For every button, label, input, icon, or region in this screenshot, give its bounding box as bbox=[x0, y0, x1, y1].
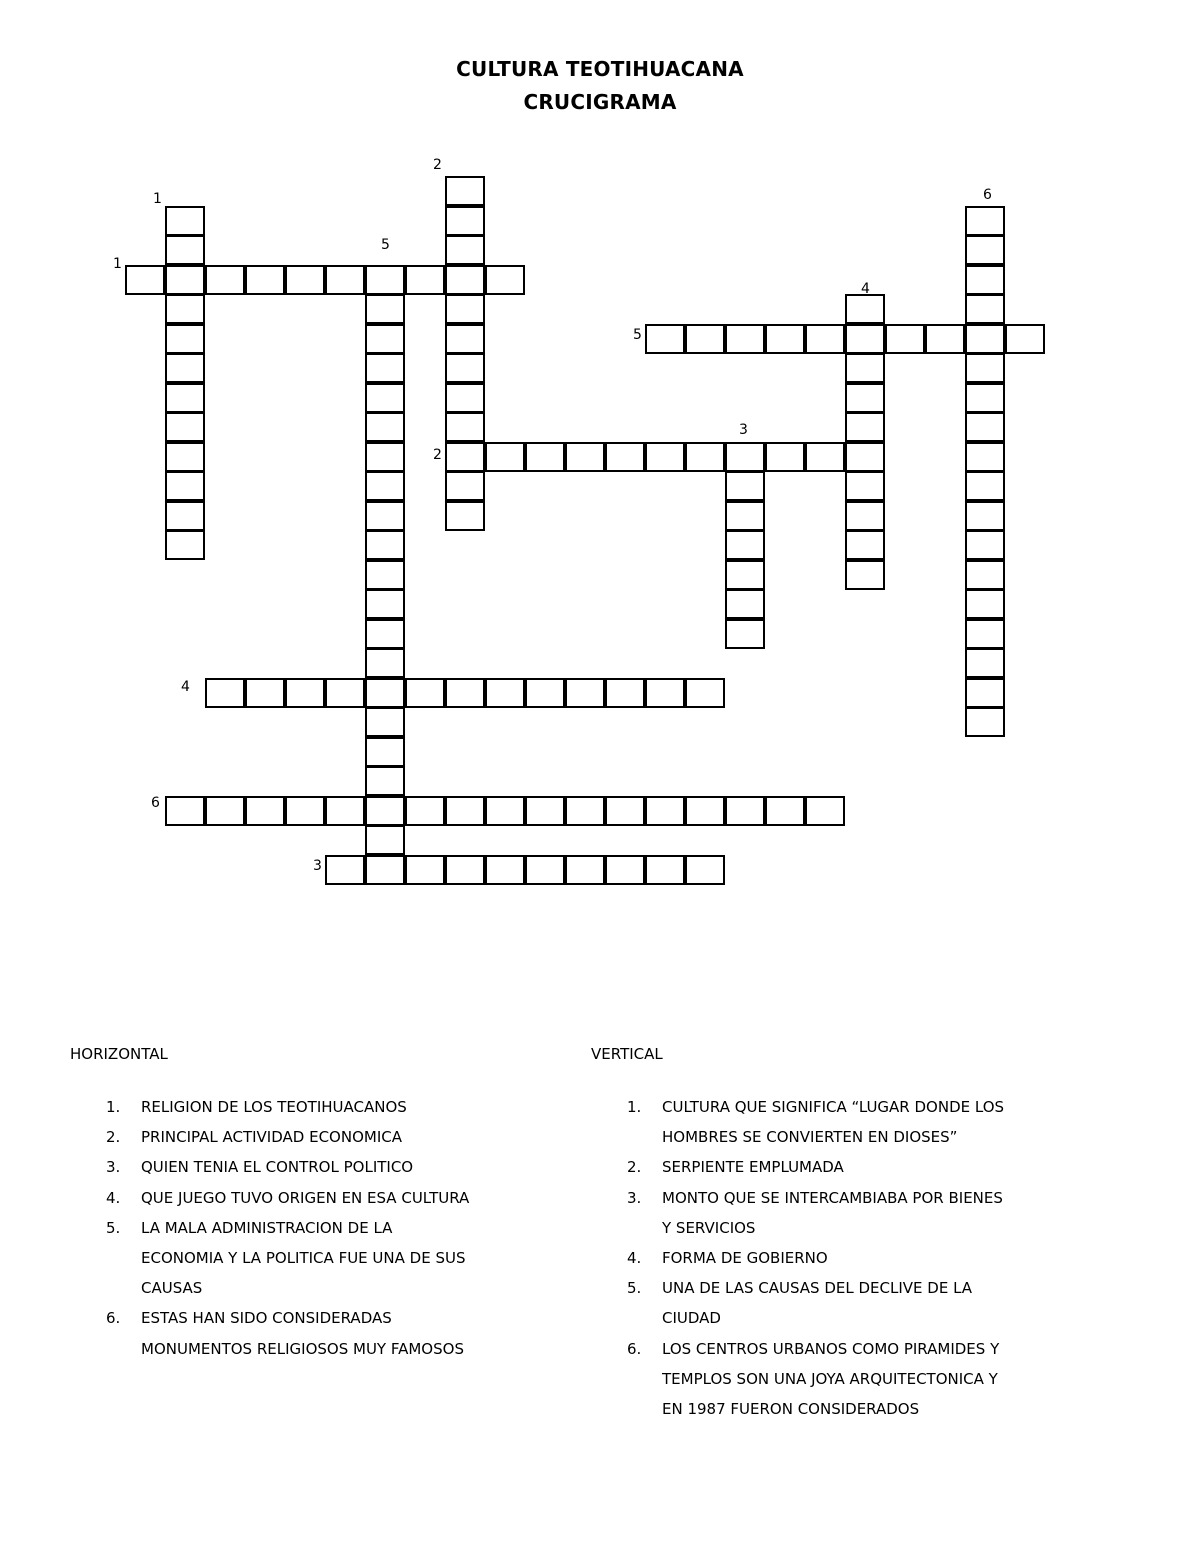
horizontal-clue-item bbox=[70, 1122, 550, 1152]
crossword-cell[interactable] bbox=[365, 766, 405, 796]
crossword-cell[interactable] bbox=[405, 678, 445, 708]
crossword-cell[interactable] bbox=[365, 294, 405, 324]
crossword-cell[interactable] bbox=[285, 265, 325, 295]
crossword-cell[interactable] bbox=[445, 855, 485, 885]
crossword-cell[interactable] bbox=[845, 471, 885, 501]
crossword-cell[interactable] bbox=[445, 678, 485, 708]
horizontal-heading: HORIZONTAL bbox=[70, 1045, 168, 1063]
crossword-cell[interactable] bbox=[605, 855, 645, 885]
horizontal-clue-item bbox=[70, 1152, 550, 1182]
horizontal-clue-number: 5 bbox=[633, 326, 642, 343]
crossword-cell[interactable] bbox=[325, 855, 365, 885]
crossword-cell[interactable] bbox=[965, 294, 1005, 324]
crossword-cell[interactable] bbox=[365, 796, 405, 826]
crossword-cell[interactable] bbox=[165, 294, 205, 324]
crossword-cell[interactable] bbox=[365, 324, 405, 354]
crossword-cell[interactable] bbox=[165, 206, 205, 236]
crossword-cell[interactable] bbox=[365, 678, 405, 708]
clue-text-line: CAUSAS bbox=[141, 1279, 203, 1298]
crossword-cell[interactable] bbox=[365, 560, 405, 590]
clue-text-line: PRINCIPAL ACTIVIDAD ECONOMICA bbox=[141, 1128, 402, 1147]
crossword-cell[interactable] bbox=[645, 442, 685, 472]
crossword-cell[interactable] bbox=[445, 353, 485, 383]
crossword-cell[interactable] bbox=[845, 560, 885, 590]
crossword-cell[interactable] bbox=[965, 353, 1005, 383]
crossword-cell[interactable] bbox=[725, 619, 765, 649]
crossword-cell[interactable] bbox=[445, 265, 485, 295]
crossword-cell[interactable] bbox=[845, 442, 885, 472]
crossword-cell[interactable] bbox=[445, 294, 485, 324]
vertical-clue-item bbox=[591, 1243, 1091, 1273]
crossword-cell[interactable] bbox=[445, 471, 485, 501]
crossword-cell[interactable] bbox=[845, 530, 885, 560]
clue-text-line: TEMPLOS SON UNA JOYA ARQUITECTONICA Y bbox=[662, 1369, 998, 1388]
crossword-cell[interactable] bbox=[525, 442, 565, 472]
crossword-cell[interactable] bbox=[885, 324, 925, 354]
vertical-clue-number: 5 bbox=[381, 236, 390, 253]
vertical-heading: VERTICAL bbox=[591, 1045, 663, 1063]
clue-number: 1. bbox=[106, 1098, 121, 1116]
crossword-cell[interactable] bbox=[965, 589, 1005, 619]
crossword-cell[interactable] bbox=[365, 825, 405, 855]
page-subtitle: CRUCIGRAMA bbox=[523, 90, 677, 114]
clue-text-line: QUIEN TENIA EL CONTROL POLITICO bbox=[141, 1158, 414, 1177]
clue-text-line: MONUMENTOS RELIGIOSOS MUY FAMOSOS bbox=[141, 1339, 464, 1358]
crossword-cell[interactable] bbox=[365, 353, 405, 383]
page-title: CULTURA TEOTIHUACANA bbox=[456, 57, 744, 81]
clue-text-line: UNA DE LAS CAUSAS DEL DECLIVE DE LA bbox=[662, 1279, 973, 1298]
clue-number: 2. bbox=[627, 1158, 642, 1177]
vertical-clue-number: 3 bbox=[739, 421, 748, 438]
crossword-cell[interactable] bbox=[845, 383, 885, 413]
crossword-cell[interactable] bbox=[405, 265, 445, 295]
crossword-cell[interactable] bbox=[445, 206, 485, 236]
crossword-cell[interactable] bbox=[645, 855, 685, 885]
horizontal-clue-number: 1 bbox=[113, 255, 122, 272]
crossword-cell[interactable] bbox=[925, 324, 965, 354]
crossword-cell[interactable] bbox=[725, 471, 765, 501]
crossword-cell[interactable] bbox=[365, 383, 405, 413]
crossword-cell[interactable] bbox=[805, 442, 845, 472]
crossword-cell[interactable] bbox=[805, 324, 845, 354]
crossword-cell[interactable] bbox=[845, 501, 885, 531]
horizontal-clue-item bbox=[70, 1213, 550, 1304]
crossword-cell[interactable] bbox=[365, 265, 405, 295]
clue-text-line: LOS CENTROS URBANOS COMO PIRAMIDES Y bbox=[662, 1339, 1000, 1358]
crossword-cell[interactable] bbox=[365, 589, 405, 619]
clue-number: 2. bbox=[106, 1128, 121, 1147]
crossword-cell[interactable] bbox=[645, 324, 685, 354]
crossword-cell[interactable] bbox=[965, 530, 1005, 560]
crossword-cell[interactable] bbox=[285, 678, 325, 708]
clue-text-line: ECONOMIA Y LA POLITICA FUE UNA DE SUS bbox=[141, 1249, 466, 1268]
clue-number: 6. bbox=[106, 1309, 121, 1328]
crossword-cell[interactable] bbox=[525, 855, 565, 885]
clue-number: 1. bbox=[627, 1098, 642, 1116]
horizontal-clue-number: 3 bbox=[313, 857, 322, 874]
crossword-cell[interactable] bbox=[165, 265, 205, 295]
vertical-clue-number: 2 bbox=[433, 157, 442, 173]
crossword-cell[interactable] bbox=[725, 589, 765, 619]
vertical-clue-item bbox=[591, 1273, 1091, 1333]
crossword-cell[interactable] bbox=[805, 796, 845, 826]
crossword-cell[interactable] bbox=[965, 412, 1005, 442]
clue-text-line: RELIGION DE LOS TEOTIHUACANOS bbox=[141, 1098, 407, 1116]
crossword-cell[interactable] bbox=[365, 855, 405, 885]
vertical-clue-item bbox=[591, 1183, 1091, 1243]
crossword-cell[interactable] bbox=[325, 265, 365, 295]
crossword-cell[interactable] bbox=[845, 353, 885, 383]
crossword-cell[interactable] bbox=[125, 265, 165, 295]
clue-number: 5. bbox=[106, 1218, 121, 1237]
crossword-cell[interactable] bbox=[165, 530, 205, 560]
crossword-cell[interactable] bbox=[365, 707, 405, 737]
crossword-cell[interactable] bbox=[645, 796, 685, 826]
crossword-cell[interactable] bbox=[485, 678, 525, 708]
horizontal-clue-number: 4 bbox=[181, 678, 190, 695]
clue-number: 6. bbox=[627, 1339, 642, 1358]
horizontal-clue-number: 6 bbox=[151, 794, 160, 811]
crossword-cell[interactable] bbox=[645, 678, 685, 708]
clue-number: 3. bbox=[106, 1158, 121, 1177]
crossword-cell[interactable] bbox=[965, 707, 1005, 737]
clue-text-line: FORMA DE GOBIERNO bbox=[662, 1249, 828, 1268]
crossword-cell[interactable] bbox=[165, 471, 205, 501]
crossword-cell[interactable] bbox=[365, 471, 405, 501]
vertical-clue-item bbox=[591, 1334, 1091, 1425]
crossword-cell[interactable] bbox=[205, 265, 245, 295]
crossword-cell[interactable] bbox=[165, 412, 205, 442]
crossword-cell[interactable] bbox=[965, 648, 1005, 678]
crossword-cell[interactable] bbox=[565, 678, 605, 708]
crossword-cell[interactable] bbox=[445, 442, 485, 472]
crossword-cell[interactable] bbox=[685, 442, 725, 472]
horizontal-clue-item bbox=[70, 1183, 550, 1213]
horizontal-clue-list bbox=[70, 1092, 550, 1364]
crossword-cell[interactable] bbox=[165, 796, 205, 826]
crossword-cell[interactable] bbox=[725, 560, 765, 590]
clue-number: 4. bbox=[106, 1188, 121, 1207]
crossword-cell[interactable] bbox=[685, 855, 725, 885]
crossword-cell[interactable] bbox=[965, 206, 1005, 236]
crossword-cell[interactable] bbox=[365, 530, 405, 560]
crossword-cell[interactable] bbox=[685, 796, 725, 826]
crossword-cell[interactable] bbox=[605, 442, 645, 472]
clue-text-line: ESTAS HAN SIDO CONSIDERADAS bbox=[141, 1309, 392, 1328]
horizontal-clue-item bbox=[70, 1092, 550, 1122]
crossword-cell[interactable] bbox=[1005, 324, 1045, 354]
crossword-cell[interactable] bbox=[165, 235, 205, 265]
crossword-cell[interactable] bbox=[285, 796, 325, 826]
crossword-cell[interactable] bbox=[485, 265, 525, 295]
crossword-cell[interactable] bbox=[565, 855, 605, 885]
crossword-cell[interactable] bbox=[685, 678, 725, 708]
crossword-cell[interactable] bbox=[165, 442, 205, 472]
crossword-cell[interactable] bbox=[405, 855, 445, 885]
clue-text-line: QUE JUEGO TUVO ORIGEN EN ESA CULTURA bbox=[141, 1188, 470, 1207]
crossword-cell[interactable] bbox=[485, 855, 525, 885]
crossword-cell[interactable] bbox=[405, 796, 445, 826]
crossword-cell[interactable] bbox=[845, 412, 885, 442]
crossword-cell[interactable] bbox=[765, 796, 805, 826]
crossword-cell[interactable] bbox=[565, 442, 605, 472]
crossword-cell[interactable] bbox=[605, 678, 645, 708]
clue-number: 4. bbox=[627, 1249, 642, 1268]
clue-text-line: HOMBRES SE CONVIERTEN EN DIOSES” bbox=[662, 1128, 958, 1147]
crossword-cell[interactable] bbox=[685, 324, 725, 354]
crossword-cell[interactable] bbox=[485, 442, 525, 472]
crossword-cell[interactable] bbox=[765, 324, 805, 354]
clue-text-line: Y SERVICIOS bbox=[662, 1218, 756, 1237]
crossword-cell[interactable] bbox=[445, 412, 485, 442]
crossword-cell[interactable] bbox=[965, 265, 1005, 295]
crossword-cell[interactable] bbox=[365, 501, 405, 531]
crossword-cell[interactable] bbox=[605, 796, 645, 826]
crossword-cell[interactable] bbox=[365, 737, 405, 767]
horizontal-clue-number: 2 bbox=[433, 446, 442, 463]
clue-text-line: EN 1987 FUERON CONSIDERADOS bbox=[662, 1400, 920, 1419]
crossword-cell[interactable] bbox=[445, 501, 485, 531]
crossword-cell[interactable] bbox=[165, 353, 205, 383]
crossword-cell[interactable] bbox=[965, 501, 1005, 531]
crossword-cell[interactable] bbox=[165, 383, 205, 413]
crossword-cell[interactable] bbox=[965, 383, 1005, 413]
vertical-clue-number: 4 bbox=[861, 281, 870, 297]
crossword-cell[interactable] bbox=[725, 501, 765, 531]
crossword-cell[interactable] bbox=[445, 383, 485, 413]
crossword-cell[interactable] bbox=[725, 796, 765, 826]
vertical-clue-item bbox=[591, 1092, 1091, 1152]
crossword-cell[interactable] bbox=[445, 796, 485, 826]
crossword-cell[interactable] bbox=[445, 235, 485, 265]
vertical-clue-item bbox=[591, 1152, 1091, 1182]
crossword-cell[interactable] bbox=[845, 324, 885, 354]
crossword-cell[interactable] bbox=[525, 796, 565, 826]
clue-text-line: SERPIENTE EMPLUMADA bbox=[662, 1158, 844, 1177]
vertical-clue-list bbox=[591, 1092, 1091, 1424]
crossword-cell[interactable] bbox=[965, 324, 1005, 354]
crossword-cell[interactable] bbox=[205, 678, 245, 708]
crossword-cell[interactable] bbox=[965, 560, 1005, 590]
crossword-cell[interactable] bbox=[245, 796, 285, 826]
crossword-cell[interactable] bbox=[365, 412, 405, 442]
crossword-cell[interactable] bbox=[325, 678, 365, 708]
clue-text-line: LA MALA ADMINISTRACION DE LA bbox=[141, 1218, 393, 1237]
crossword-cell[interactable] bbox=[485, 796, 525, 826]
vertical-clue-number: 6 bbox=[983, 186, 992, 203]
crossword-cell[interactable] bbox=[725, 442, 765, 472]
clue-number: 5. bbox=[627, 1279, 642, 1298]
crossword-cell[interactable] bbox=[525, 678, 565, 708]
crossword-cell[interactable] bbox=[165, 501, 205, 531]
clue-text-line: CIUDAD bbox=[662, 1309, 721, 1328]
crossword-cell[interactable] bbox=[965, 619, 1005, 649]
vertical-clue-number: 1 bbox=[153, 190, 162, 207]
crossword-cell[interactable] bbox=[965, 235, 1005, 265]
crossword-cell[interactable] bbox=[365, 619, 405, 649]
clue-number: 3. bbox=[627, 1188, 642, 1207]
crossword-cell[interactable] bbox=[365, 648, 405, 678]
crossword-cell[interactable] bbox=[445, 176, 485, 206]
crossword-cell[interactable] bbox=[965, 442, 1005, 472]
crossword-cell[interactable] bbox=[725, 530, 765, 560]
crossword-cell[interactable] bbox=[765, 442, 805, 472]
crossword-cell[interactable] bbox=[845, 294, 885, 324]
crossword-cell[interactable] bbox=[245, 265, 285, 295]
clue-text-line: CULTURA QUE SIGNIFICA “LUGAR DONDE LOS bbox=[662, 1098, 1005, 1116]
clue-text-line: MONTO QUE SE INTERCAMBIABA POR BIENES bbox=[662, 1188, 1003, 1207]
horizontal-clue-item bbox=[70, 1303, 550, 1363]
crossword-cell[interactable] bbox=[205, 796, 245, 826]
crossword-cell[interactable] bbox=[725, 324, 765, 354]
crossword-cell[interactable] bbox=[365, 442, 405, 472]
crossword-cell[interactable] bbox=[325, 796, 365, 826]
crossword-cell[interactable] bbox=[565, 796, 605, 826]
crossword-cell[interactable] bbox=[965, 471, 1005, 501]
crossword-cell[interactable] bbox=[165, 324, 205, 354]
crossword-cell[interactable] bbox=[245, 678, 285, 708]
crossword-cell[interactable] bbox=[445, 324, 485, 354]
crossword-cell[interactable] bbox=[965, 678, 1005, 708]
